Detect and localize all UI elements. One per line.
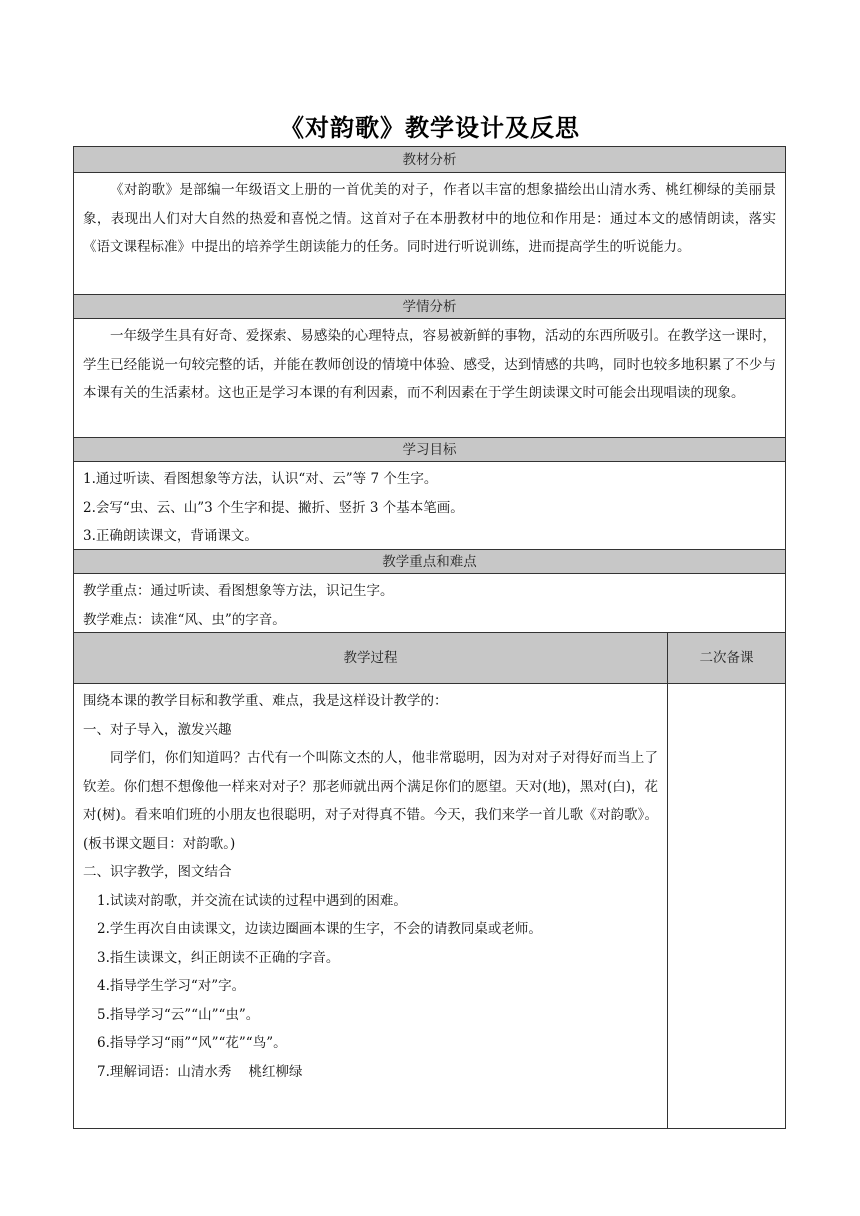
analysis-text: 《对韵歌》是部编一年级语文上册的一首优美的对子，作者以丰富的想象描绘出山清水秀、桃红柳绿的美丽景象，表现出人们对大自然的热爱和喜悦之情。这首对子在本册教材中的地位和作用是：通过本文的感情朗读，落实《语文课程标准》中提出的培养学生朗读能力的任务。同时进行听说训练，进而提高学生的听说能力。 bbox=[83, 182, 776, 255]
section-header-process-label: 教学过程 bbox=[343, 650, 398, 666]
lesson-plan-table bbox=[73, 146, 786, 1129]
section-header-students bbox=[74, 295, 785, 319]
process-part1-text: 同学们，你们知道吗？古代有一个叫陈文杰的人，他非常聪明，因为对对子对得好而当上了钦差。你们想不想像他一样来对对子？那老师就出两个满足你们的愿望。天对(地)，黑对(白)，花对(树)。看来咱们班的小朋友也很聪明，对子对得真不错。今天，我们来学一首儿歌《对韵歌》。(板书课文题目：对韵歌。) bbox=[83, 750, 658, 852]
students-text: 一年级学生具有好奇、爱探索、易感染的心理特点，容易被新鲜的事物，活动的东西所吸引。在教学这一课时，学生已经能说一句较完整的话，并能在教师创设的情境中体验、感受，达到情感的共鸣，同时也较多地积累了不少与本课有关的生活素材。这也正是学习本课的有利因素，而不利因素在于学生朗读课文时可能会出现唱读的现象。 bbox=[83, 328, 776, 401]
section-header-second-prep bbox=[668, 633, 785, 684]
process-step: 1.试读对韵歌，并交流在试读的过程中遇到的困难。 bbox=[97, 892, 407, 909]
section-header-goals-label: 学习目标 bbox=[402, 442, 457, 458]
section-header-process bbox=[74, 633, 668, 684]
process-step: 4.指导学生学习“对”字。 bbox=[97, 978, 246, 994]
section-header-second-prep-label: 二次备课 bbox=[699, 650, 754, 666]
section-header-keypoints bbox=[74, 550, 785, 574]
process-step: 2.学生再次自由读课文，边读边圈画本课的生字，不会的请教同桌或老师。 bbox=[97, 921, 542, 937]
document-title: 《对韵歌》教学设计及反思 bbox=[280, 114, 580, 142]
section-header-analysis-label: 教材分析 bbox=[402, 152, 457, 168]
keypoint-item: 教学难点：读准“风、虫”的字音。 bbox=[83, 611, 286, 628]
section-header-goals bbox=[74, 438, 785, 462]
process-part2-title: 二、识字教学，图文结合 bbox=[83, 864, 232, 880]
section-header-students-label: 学情分析 bbox=[402, 299, 457, 315]
process-step: 6.指导学习“雨”“风”“花”“鸟”。 bbox=[97, 1035, 287, 1051]
second-prep-notes-cell bbox=[668, 684, 785, 1128]
section-body-analysis bbox=[74, 173, 785, 295]
section-body-students bbox=[74, 319, 785, 438]
process-step: 5.指导学习“云”“山”“虫”。 bbox=[97, 1006, 260, 1023]
goal-item: 3.正确朗读课文，背诵课文。 bbox=[83, 528, 258, 544]
section-header-keypoints-label: 教学重点和难点 bbox=[382, 554, 477, 570]
process-step: 3.指生读课文，纠正朗读不正确的字音。 bbox=[97, 949, 340, 966]
section-body-process bbox=[74, 684, 668, 1128]
process-step: 7.理解词语：山清水秀 桃红柳绿 bbox=[97, 1063, 303, 1080]
goal-item: 2.会写“虫、云、山”3 个生字和提、撇折、竖折 3 个基本笔画。 bbox=[83, 499, 464, 516]
process-part1-title: 一、对子导入，激发兴趣 bbox=[83, 721, 232, 738]
keypoint-item: 教学重点：通过听读、看图想象等方法，识记生字。 bbox=[83, 583, 394, 599]
section-body-keypoints bbox=[74, 574, 785, 633]
section-body-goals bbox=[74, 462, 785, 550]
goal-item: 1.通过听读、看图想象等方法，认识“对、云”等 7 个生字。 bbox=[83, 471, 438, 487]
process-intro: 围绕本课的教学目标和教学重、难点，我是这样设计教学的： bbox=[83, 693, 448, 709]
section-header-analysis bbox=[74, 147, 785, 173]
